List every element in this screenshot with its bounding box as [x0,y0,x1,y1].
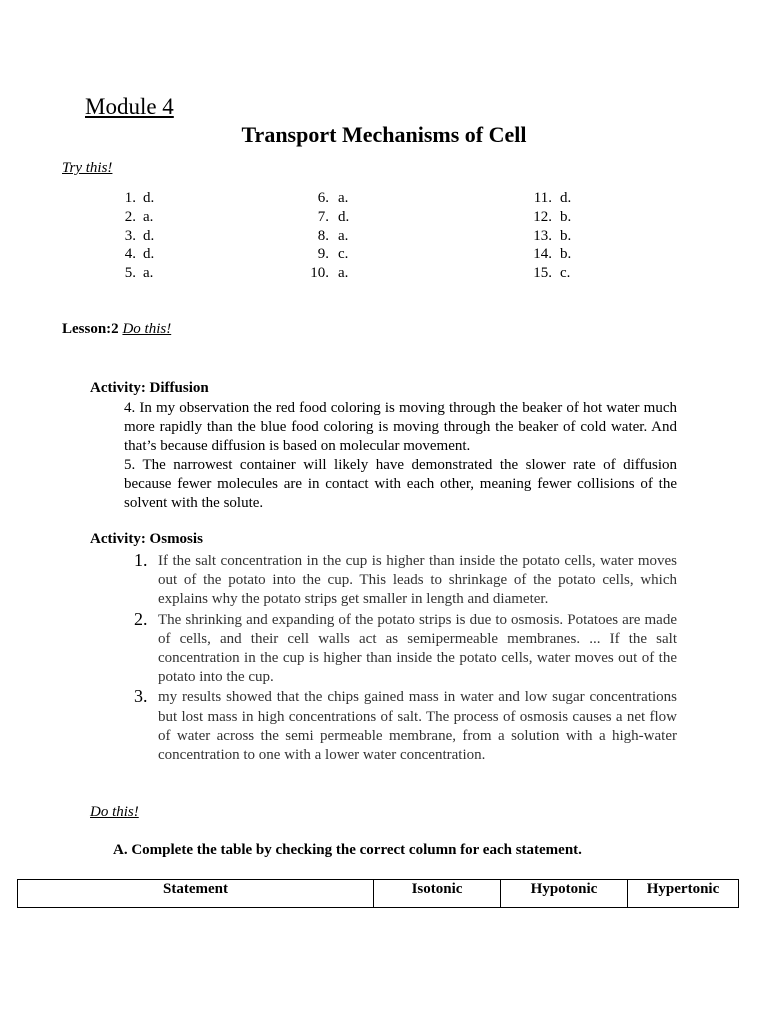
classification-table [17,879,739,908]
answer-number: 14. [533,246,552,263]
lesson-heading [62,321,171,338]
answer-number: 11. [533,190,552,206]
do-this-heading: Do this! [90,804,139,820]
answer-value: c. [560,265,571,282]
answer-number: 7. [317,208,329,225]
lesson-do-this: Do this! [122,321,172,337]
answer-value: b. [560,208,572,225]
answer-number: 5. [124,265,136,282]
answer-value: b. [560,246,572,263]
answer-number: 2. [124,208,136,225]
answer-value: d. [143,227,155,244]
answer-value: d. [143,246,155,263]
try-this-heading: Try this! [62,160,113,176]
diffusion-answer-5: 5. The narrowest container will likely have demonstrated the slower rate of diffusion because fewer molecules are in contact with each other, meaning fewer collisions of the solvent with the solute. [124,457,677,511]
lesson-label: Lesson:2 [62,321,119,337]
osmosis-item-number: 2. [134,608,148,629]
answer-number: 12. [533,208,552,225]
osmosis-answer-item [124,552,677,610]
osmosis-item-number: 1. [134,550,148,570]
osmosis-item-text: If the salt concentration in the cup is higher than inside the potato cells, water moves out of the potato into the cup. This leads to shrinkage of the potato cells, which explains why the potato strips get smaller in length and diameter. [158,553,677,608]
osmosis-item-text: my results showed that the chips gained mass in water and low sugar concentrations but lost mass in high concentrations of salt. The process of osmosis causes a net flow of water across the semi permeable membrane, from a solution with a high-water concentration to one with a lower water concentration. [158,689,677,764]
table-header-row [18,880,739,908]
answer-number: 6. [317,190,329,206]
answer-value: d. [338,208,350,225]
header-hypotonic: Hypotonic [501,880,628,908]
page-title: Transport Mechanisms of Cell [241,122,527,147]
osmosis-answer-list [124,552,677,766]
osmosis-item-text: The shrinking and expanding of the potato strips is due to osmosis. Potatoes are made of cells, and their cell walls act as semipermeable membranes. ... If the salt concentration in the cup is higher than inside the potato cells, water moves out of the potato into the cup. [158,611,677,686]
answer-value: d. [143,190,155,206]
answer-value: a. [338,265,349,282]
header-statement: Statement [18,880,374,908]
osmosis-item-number: 3. [134,686,148,707]
header-hypertonic: Hypertonic [628,880,739,908]
diffusion-heading: Activity: Diffusion [90,380,209,396]
answer-value: d. [560,190,572,206]
answer-value: c. [338,246,349,263]
answer-value: a. [338,227,349,244]
osmosis-answer-item [124,688,677,765]
answer-number: 13. [533,227,552,244]
header-isotonic: Isotonic [374,880,501,908]
answer-number: 15. [533,265,552,282]
diffusion-answer-4: 4. In my observation the red food coloring is moving through the beaker of hot water much more rapidly than the blue food coloring is moving through the beaker of cold water. And that’s because diffusion is based on molecular movement. [124,400,677,454]
answer-number: 3. [124,227,136,244]
answer-number: 10. [310,265,329,282]
table-instruction: A. Complete the table by checking the correct column for each statement. [113,842,582,858]
answer-number: 8. [317,227,329,244]
answer-value: a. [338,190,349,206]
answer-value: a. [143,265,154,282]
osmosis-answer-item [124,608,677,688]
answer-value: a. [143,208,154,225]
answer-number: 4. [124,246,136,263]
osmosis-heading: Activity: Osmosis [90,531,203,547]
answer-value: b. [560,227,572,244]
answer-number: 9. [317,246,329,263]
module-label: Module 4 [85,94,174,119]
answer-number: 1. [124,190,136,206]
